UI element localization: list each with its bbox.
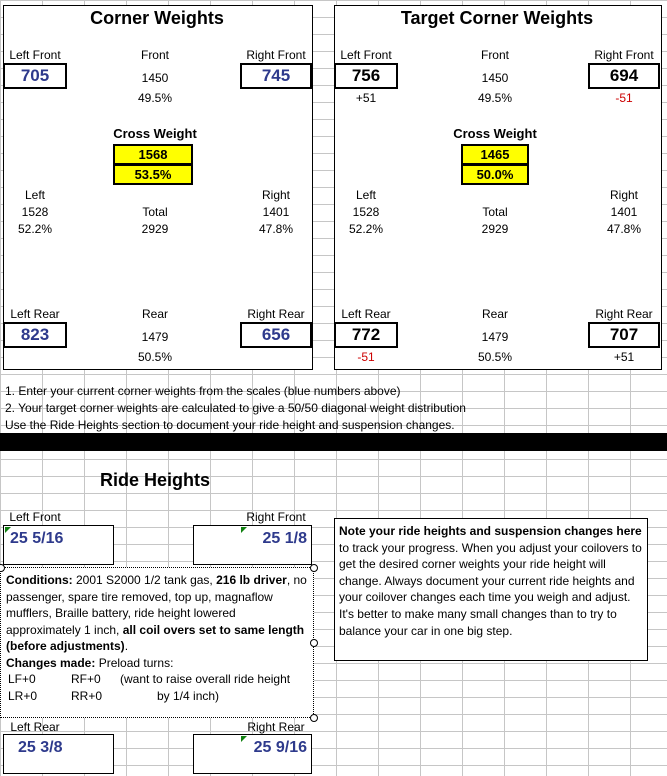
change-lf: LF+0: [8, 672, 36, 686]
tw-front-label: Front: [480, 48, 509, 62]
tw-front-pct: 49.5%: [477, 91, 513, 105]
cell-comment-marker-icon: [241, 527, 247, 533]
section-divider: [0, 433, 667, 451]
cw-cross-pct: 53.5%: [113, 164, 193, 185]
tw-cross-pct: 50.0%: [461, 164, 529, 185]
rh-rf-label: Right Front: [246, 510, 306, 524]
cw-lr-label: Left Rear: [10, 307, 60, 321]
tw-cross-label: Cross Weight: [453, 126, 537, 141]
cw-lf-value[interactable]: 705: [3, 63, 67, 89]
ride-heights-title: Ride Heights: [99, 470, 210, 490]
rh-lr-label: Left Rear: [10, 720, 60, 734]
tw-right-label: Right: [609, 188, 638, 202]
rh-rr-label: Right Rear: [247, 720, 305, 734]
tip-text: to track your progress. When you adjust your coilovers to get the desired corner weights your ride height will change. Always document your current ride heights and your coilover changes each time you weigh and adjust. It's better to make many small changes than to try to balance your car in one big step.: [339, 540, 642, 638]
tw-rf-diff: -51: [615, 91, 633, 105]
cw-rr-value[interactable]: 656: [240, 322, 312, 348]
cw-left-label: Left: [24, 188, 45, 202]
conditions-label: Conditions:: [6, 573, 73, 587]
change-rf: RF+0: [71, 672, 101, 686]
rh-lr-text: 25 3/8: [18, 739, 63, 756]
conditions-text-1: 2001 S2000 1/2 tank gas,: [72, 573, 217, 587]
tw-rf-value: 694: [588, 63, 660, 89]
cw-left-pct: 52.2%: [17, 222, 53, 236]
conditions-bold-2: all coil overs set to same length (before adjustments): [6, 622, 305, 653]
cw-rf-label: Right Front: [246, 48, 306, 62]
rh-lf-value[interactable]: [3, 525, 114, 565]
tw-lf-diff: +51: [355, 91, 377, 105]
rh-lr-value[interactable]: [3, 734, 114, 774]
conditions-bold-1: 216 lb driver: [216, 573, 287, 587]
corner-weights-title: Corner Weights: [90, 8, 224, 28]
resize-handle[interactable]: [310, 564, 318, 572]
tw-cross-value: 1465: [461, 144, 529, 165]
cw-cross-value: 1568: [113, 144, 193, 165]
changes-text: Preload turns:: [95, 655, 174, 670]
changes-label: Changes made:: [6, 655, 96, 670]
cw-rear-pct: 50.5%: [137, 350, 173, 364]
tw-rear-total: 1479: [481, 330, 509, 344]
cw-rr-label: Right Rear: [247, 307, 305, 321]
cw-cross-label: Cross Weight: [113, 126, 197, 141]
tw-total-value: 2929: [481, 222, 509, 236]
conditions-comment[interactable]: [0, 567, 314, 718]
tip-bold: Note your ride heights and suspension changes here: [339, 524, 642, 538]
change-note-2: by 1/4 inch): [157, 689, 220, 703]
cw-right-total: 1401: [262, 205, 290, 219]
cw-right-label: Right: [261, 188, 290, 202]
cell-comment-marker-icon: [241, 736, 247, 742]
tw-left-label: Left: [355, 188, 376, 202]
cw-total-value: 2929: [141, 222, 169, 236]
conditions-text: [6, 572, 308, 655]
tw-lr-value: 772: [334, 322, 398, 348]
tw-lr-diff: -51: [357, 350, 375, 364]
tw-rr-diff: +51: [613, 350, 635, 364]
cw-rear-label: Rear: [141, 307, 168, 321]
cw-front-label: Front: [140, 48, 169, 62]
tw-rr-value: 707: [588, 322, 660, 348]
tw-right-pct: 47.8%: [606, 222, 642, 236]
change-rr: RR+0: [71, 689, 103, 703]
rh-rf-text: 25 1/8: [262, 530, 307, 547]
rh-rr-value[interactable]: [193, 734, 312, 774]
cw-lr-value[interactable]: 823: [3, 322, 67, 348]
tw-total-label: Total: [482, 205, 508, 219]
cw-front-total: 1450: [141, 71, 169, 85]
notes-line-2: 2. Your target corner weights are calculated to give a 50/50 diagonal weight distribution: [5, 401, 466, 415]
rh-lf-text: 25 5/16: [10, 530, 64, 547]
changes-front-row: [6, 671, 308, 688]
cw-right-pct: 47.8%: [258, 222, 294, 236]
tw-lr-label: Left Rear: [341, 307, 391, 321]
cw-rear-total: 1479: [141, 330, 169, 344]
conditions-text-3: .: [124, 639, 129, 653]
tw-rear-label: Rear: [481, 307, 508, 321]
tw-right-total: 1401: [610, 205, 638, 219]
tw-lf-label: Left Front: [340, 48, 392, 62]
conditions-text-2: , no passenger, spare tire removed, top up, magnaflow mufflers, Braille battery, ride height lowered approximately 1 inch,: [6, 573, 307, 637]
tw-lf-value: 756: [334, 63, 398, 89]
rh-rr-text: 25 9/16: [253, 739, 307, 756]
target-weights-title: Target Corner Weights: [400, 8, 594, 28]
tw-rear-pct: 50.5%: [477, 350, 513, 364]
cw-left-total: 1528: [21, 205, 49, 219]
tw-front-total: 1450: [481, 71, 509, 85]
cw-total-label: Total: [142, 205, 168, 219]
changes-rear-row: [6, 688, 308, 705]
tip-box: [334, 518, 648, 661]
notes-line-1: 1. Enter your current corner weights from the scales (blue numbers above): [5, 384, 401, 398]
cw-rf-value[interactable]: 745: [240, 63, 312, 89]
cw-front-pct: 49.5%: [137, 91, 173, 105]
change-lr: LR+0: [8, 689, 38, 703]
cw-lf-label: Left Front: [9, 48, 61, 62]
change-note-1: (want to raise overall ride height: [120, 672, 291, 686]
tw-rf-label: Right Front: [594, 48, 654, 62]
tw-left-pct: 52.2%: [348, 222, 384, 236]
tw-left-total: 1528: [352, 205, 380, 219]
resize-handle[interactable]: [310, 639, 318, 647]
rh-rf-value[interactable]: [193, 525, 312, 565]
rh-lf-label: Left Front: [9, 510, 61, 524]
changes-line: [6, 655, 308, 672]
notes-line-3: Use the Ride Heights section to document your ride height and suspension changes.: [5, 418, 455, 432]
tw-rr-label: Right Rear: [595, 307, 653, 321]
